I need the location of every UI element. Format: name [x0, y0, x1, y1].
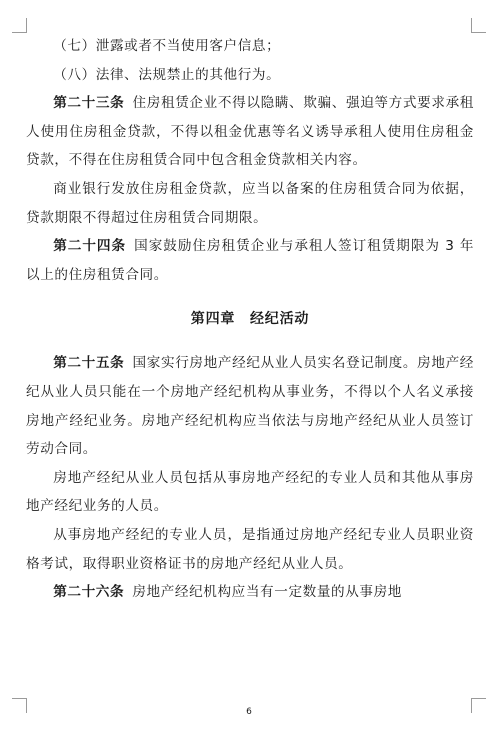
clause-8-text: （八）法律、法规禁止的其他行为。 — [53, 66, 281, 83]
article-23-number: 第二十三条 — [53, 95, 125, 112]
article-25-paragraph-2 — [26, 464, 474, 521]
clause-8 — [26, 61, 474, 90]
chapter-heading: 第四章 经纪活动 — [190, 311, 310, 328]
article-24-number: 第二十四条 — [53, 238, 127, 255]
article-25-text: 国家实行房地产经纪从业人员实名登记制度。房地产经纪从业人员只能在一个房地产经纪机构从事业务，不得以个人名义承接房地产经纪业务。房地产经纪机构应当依法与房地产经纪从业人员签订劳动合同。 — [26, 355, 474, 458]
article-25 — [26, 349, 474, 463]
article-26-text: 房地产经纪机构应当有一定数量的从事房地 — [132, 584, 402, 601]
article-26-number: 第二十六条 — [53, 584, 125, 601]
article-25-paragraph-2-text: 房地产经纪从业人员包括从事房地产经纪的专业人员和其他从事房地产经纪业务的人员。 — [26, 469, 474, 515]
article-23-text: 住房租赁企业不得以隐瞒、欺骗、强迫等方式要求承租人使用住房租金贷款，不得以租金优惠等名义诱导承租人使用住房租金贷款，不得在住房租赁合同中包含租金贷款相关内容。 — [26, 95, 474, 169]
crop-mark-top-right — [471, 18, 486, 33]
clause-7 — [26, 32, 474, 61]
article-24 — [26, 232, 474, 289]
article-23 — [26, 89, 474, 175]
article-25-paragraph-3-text: 从事房地产经纪的专业人员，是指通过房地产经纪专业人员职业资格考试，取得职业资格证书的房地产经纪从业人员。 — [26, 526, 474, 572]
article-23-paragraph-2-text: 商业银行发放住房租金贷款，应当以备案的住房租赁合同为依据，贷款期限不得超过住房租赁合同期限。 — [26, 180, 474, 226]
article-25-number: 第二十五条 — [53, 355, 125, 372]
article-24-text: 国家鼓励住房租赁企业与承租人签订租赁期限为 3 年以上的住房租赁合同。 — [26, 238, 475, 283]
article-23-paragraph-2 — [26, 175, 474, 232]
document-body — [26, 32, 474, 607]
clause-7-text: （七）泄露或者不当使用客户信息； — [53, 38, 281, 54]
crop-mark-top-left — [12, 18, 27, 33]
article-25-paragraph-3 — [26, 521, 474, 578]
article-26 — [26, 578, 474, 607]
page-number: 6 — [246, 707, 252, 717]
